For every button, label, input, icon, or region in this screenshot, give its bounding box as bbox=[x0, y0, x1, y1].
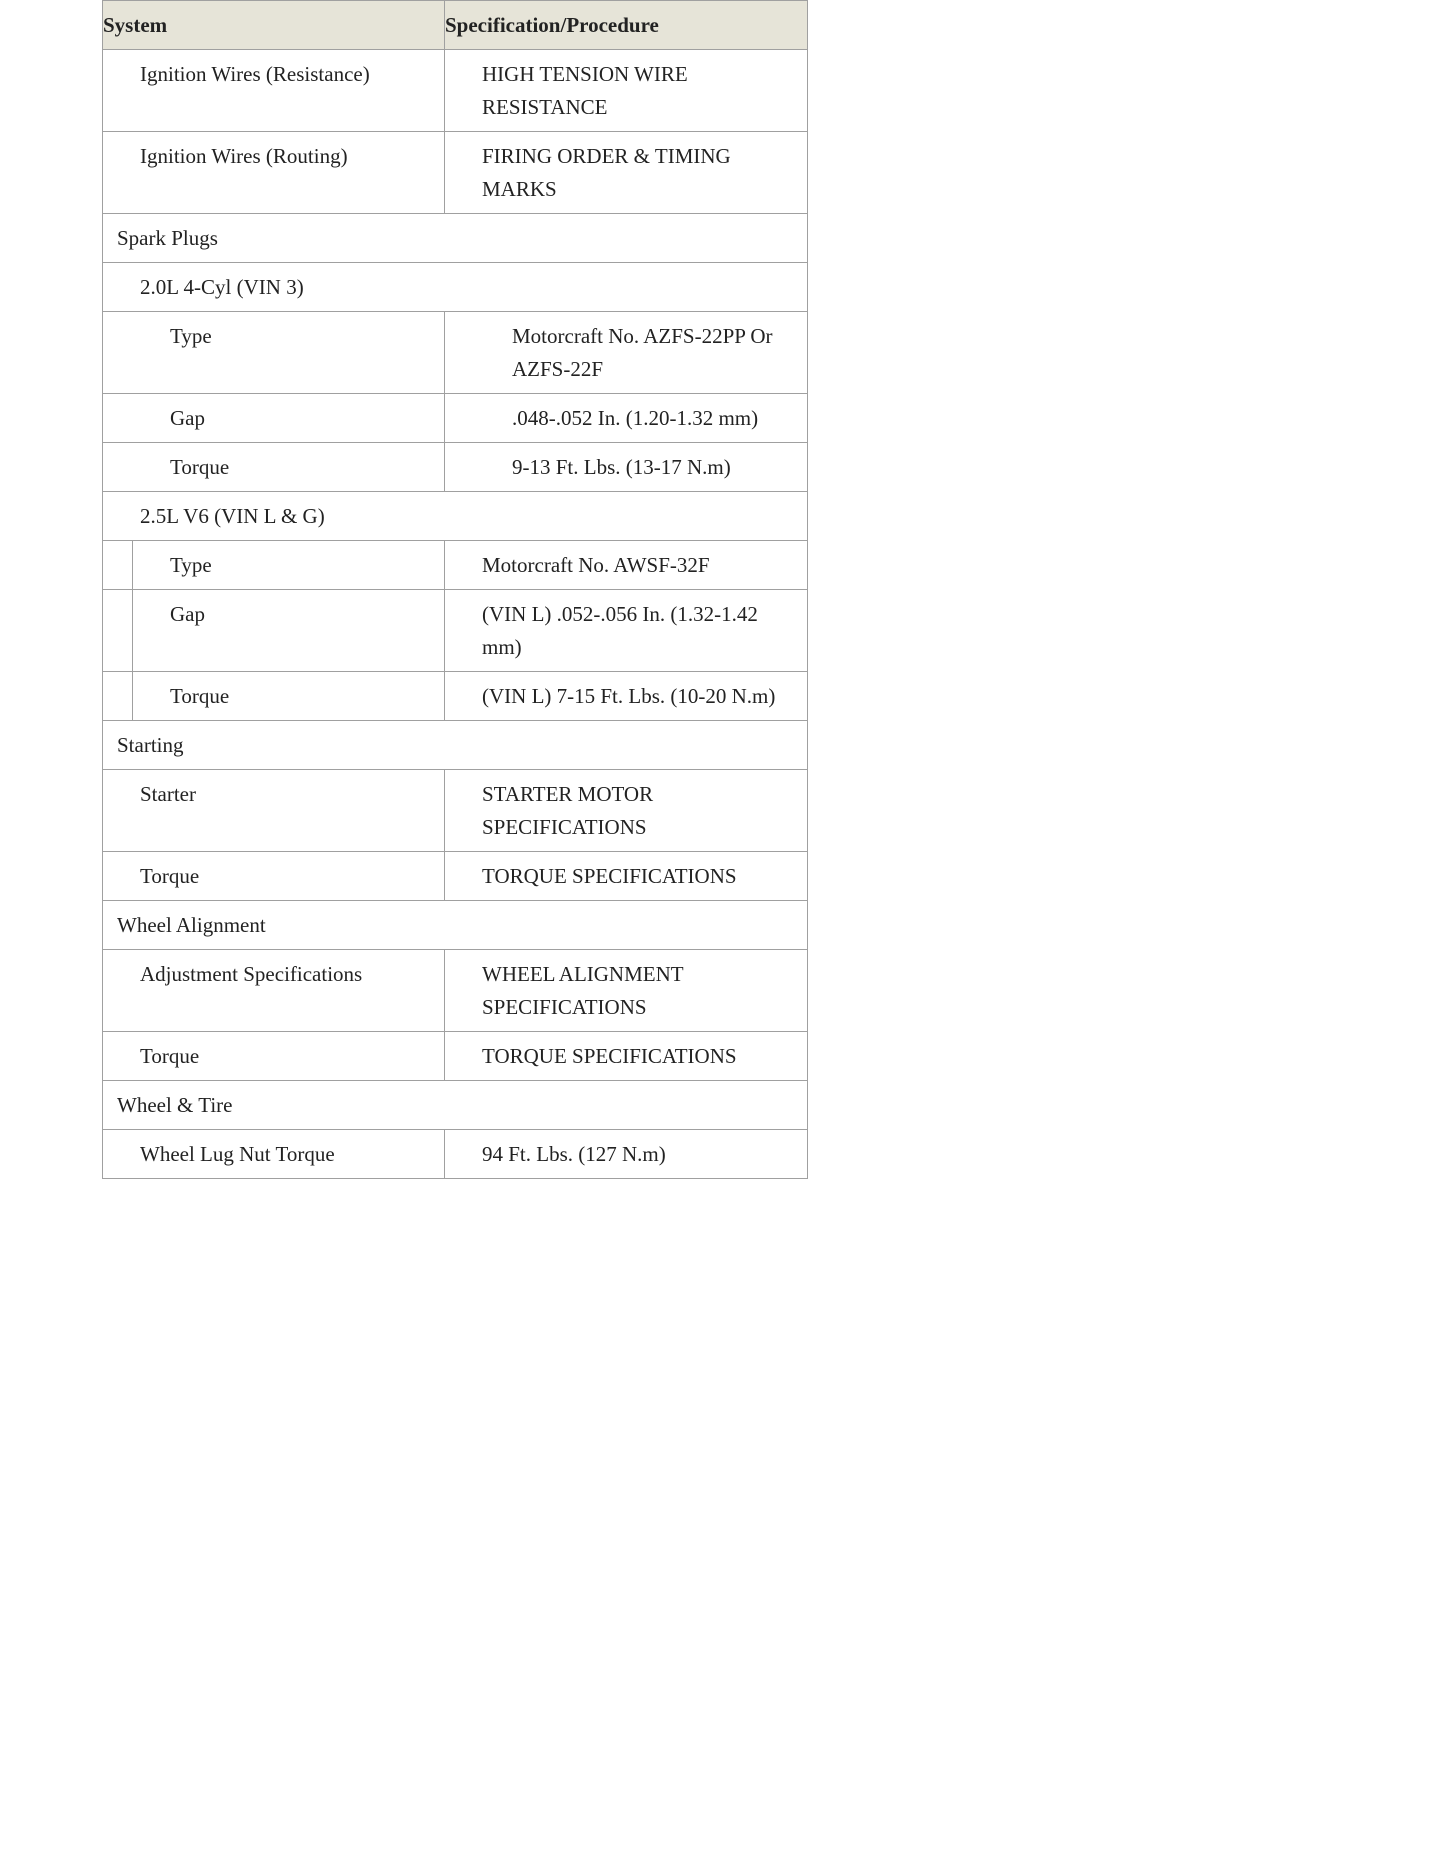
system-label: Type bbox=[170, 324, 212, 348]
table-body bbox=[103, 50, 808, 1179]
spec-value: (VIN L) .052-.056 In. (1.32-1.42 mm) bbox=[482, 602, 758, 659]
spec-cell bbox=[445, 950, 808, 1032]
system-cell bbox=[103, 541, 445, 590]
system-cell bbox=[103, 394, 445, 443]
system-cell bbox=[103, 312, 445, 394]
section-row bbox=[103, 263, 808, 312]
table-row bbox=[103, 1130, 808, 1179]
system-label: Torque bbox=[140, 864, 200, 888]
spec-cell bbox=[445, 590, 808, 672]
system-label: Wheel Lug Nut Torque bbox=[140, 1142, 335, 1166]
system-label: Type bbox=[170, 553, 212, 577]
spec-value: WHEEL ALIGNMENT SPECIFICATIONS bbox=[482, 962, 684, 1019]
spec-value: 94 Ft. Lbs. (127 N.m) bbox=[482, 1142, 666, 1166]
system-label: Starter bbox=[140, 782, 196, 806]
section-title: Starting bbox=[117, 733, 184, 757]
system-label: Torque bbox=[140, 1044, 200, 1068]
spec-value: TORQUE SPECIFICATIONS bbox=[482, 864, 737, 888]
system-label: Adjustment Specifications bbox=[140, 962, 363, 986]
spec-cell bbox=[445, 852, 808, 901]
spec-value: .048-.052 In. (1.20-1.32 mm) bbox=[512, 406, 759, 430]
table-row bbox=[103, 541, 808, 590]
system-cell bbox=[103, 672, 445, 721]
section-title: 2.5L V6 (VIN L & G) bbox=[140, 504, 325, 528]
spec-cell bbox=[445, 541, 808, 590]
system-label: Torque bbox=[170, 684, 230, 708]
table-row bbox=[103, 394, 808, 443]
section-title-cell bbox=[103, 214, 808, 263]
section-row bbox=[103, 721, 808, 770]
table-row bbox=[103, 312, 808, 394]
section-title: Spark Plugs bbox=[117, 226, 218, 250]
table-row bbox=[103, 1032, 808, 1081]
table-row bbox=[103, 132, 808, 214]
system-label: Gap bbox=[170, 602, 205, 626]
system-cell bbox=[103, 590, 445, 672]
system-label: Gap bbox=[170, 406, 205, 430]
system-cell bbox=[103, 443, 445, 492]
section-row bbox=[103, 214, 808, 263]
table-row bbox=[103, 590, 808, 672]
spec-value: TORQUE SPECIFICATIONS bbox=[482, 1044, 737, 1068]
header-system: System bbox=[103, 1, 445, 50]
system-cell bbox=[103, 1130, 445, 1179]
system-cell bbox=[103, 950, 445, 1032]
section-title-cell bbox=[103, 263, 808, 312]
system-label: Ignition Wires (Resistance) bbox=[140, 62, 370, 86]
section-row bbox=[103, 1081, 808, 1130]
spec-cell bbox=[445, 312, 808, 394]
system-cell bbox=[103, 770, 445, 852]
table-header-row bbox=[103, 1, 808, 50]
spec-value: Motorcraft No. AWSF-32F bbox=[482, 553, 710, 577]
spec-cell bbox=[445, 1130, 808, 1179]
system-label: Torque bbox=[170, 455, 230, 479]
spec-table bbox=[102, 0, 808, 1179]
section-title: Wheel & Tire bbox=[117, 1093, 233, 1117]
section-title: 2.0L 4-Cyl (VIN 3) bbox=[140, 275, 304, 299]
spec-value: (VIN L) 7-15 Ft. Lbs. (10-20 N.m) bbox=[482, 684, 776, 708]
system-cell bbox=[103, 852, 445, 901]
section-title-cell bbox=[103, 1081, 808, 1130]
spec-value: 9-13 Ft. Lbs. (13-17 N.m) bbox=[512, 455, 731, 479]
section-row bbox=[103, 901, 808, 950]
spec-cell bbox=[445, 394, 808, 443]
spec-cell bbox=[445, 132, 808, 214]
table-row bbox=[103, 672, 808, 721]
spec-value: HIGH TENSION WIRE RESISTANCE bbox=[482, 62, 688, 119]
section-row bbox=[103, 492, 808, 541]
section-title-cell bbox=[103, 721, 808, 770]
spec-cell bbox=[445, 672, 808, 721]
table-row bbox=[103, 852, 808, 901]
system-label: Ignition Wires (Routing) bbox=[140, 144, 348, 168]
table-row bbox=[103, 770, 808, 852]
table-row bbox=[103, 443, 808, 492]
spec-cell bbox=[445, 770, 808, 852]
system-cell bbox=[103, 132, 445, 214]
table-row bbox=[103, 950, 808, 1032]
section-title: Wheel Alignment bbox=[117, 913, 266, 937]
spec-cell bbox=[445, 443, 808, 492]
spec-value: STARTER MOTOR SPECIFICATIONS bbox=[482, 782, 654, 839]
spec-cell bbox=[445, 50, 808, 132]
header-spec: Specification/Procedure bbox=[445, 1, 808, 50]
system-cell bbox=[103, 50, 445, 132]
spec-value: FIRING ORDER & TIMING MARKS bbox=[482, 144, 731, 201]
section-title-cell bbox=[103, 901, 808, 950]
section-title-cell bbox=[103, 492, 808, 541]
table-row bbox=[103, 50, 808, 132]
spec-value: Motorcraft No. AZFS-22PP Or AZFS-22F bbox=[512, 324, 773, 381]
spec-cell bbox=[445, 1032, 808, 1081]
system-cell bbox=[103, 1032, 445, 1081]
